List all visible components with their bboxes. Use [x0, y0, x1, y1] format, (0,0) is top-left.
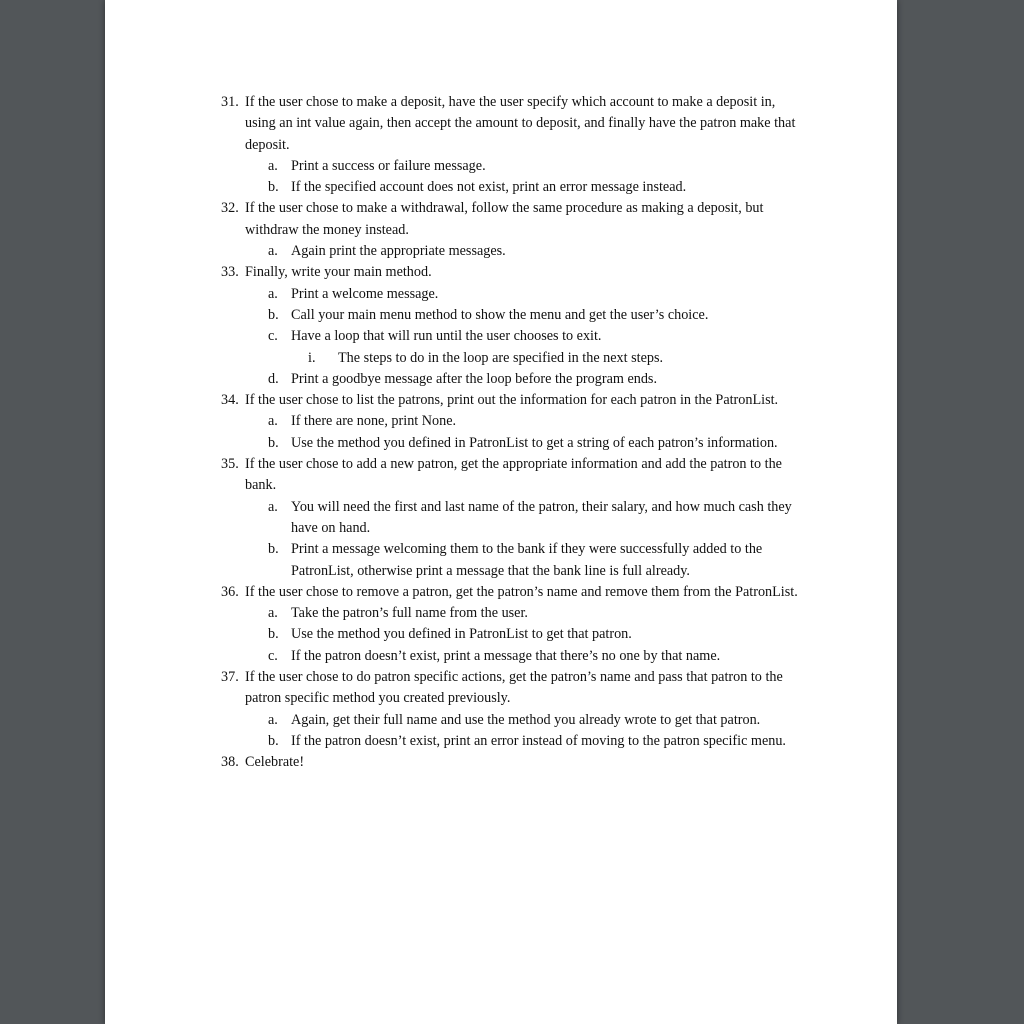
list-item-text: Call your main menu method to show the menu and get the user’s choice. — [291, 306, 709, 323]
list-item-text: Again, get their full name and use the method you already wrote to get that patron. — [291, 711, 761, 728]
list-marker: a. — [268, 285, 278, 302]
list-item-text: Have a loop that will run until the user chooses to exit. — [291, 328, 602, 345]
list-marker: a. — [268, 243, 278, 260]
list-item — [221, 582, 800, 603]
list-item-text: Again print the appropriate messages. — [291, 243, 506, 260]
list-item-text: Print a goodbye message after the loop before the program ends. — [291, 370, 658, 387]
list-marker: 35. — [221, 456, 239, 473]
list-item-text: If the patron doesn’t exist, print an error instead of moving to the patron specific menu. — [291, 732, 786, 749]
list-marker: b. — [268, 306, 279, 323]
list-item-text: If the patron doesn’t exist, print a message that there’s no one by that name. — [291, 647, 721, 664]
list-marker: a. — [268, 498, 278, 515]
list-item-text: You will need the first and last name of the patron, their salary, and how much cash they have on hand. — [291, 498, 792, 536]
list-marker: 34. — [221, 392, 239, 409]
sub-list-item — [268, 433, 801, 454]
list-item-text: If the specified account does not exist, print an error message instead. — [291, 179, 687, 196]
sub-sub-list-item — [308, 348, 801, 369]
sub-list-item — [268, 710, 801, 731]
sub-list-item — [268, 284, 801, 305]
list-item — [221, 752, 800, 773]
list-item-text: If there are none, print None. — [291, 413, 457, 430]
list-marker: b. — [268, 434, 279, 451]
list-item-text: Print a success or failure message. — [291, 157, 486, 174]
sub-list-item — [268, 497, 801, 540]
list-item-text: Print a welcome message. — [291, 285, 439, 302]
list-item — [221, 262, 800, 283]
sub-list-item — [268, 305, 801, 326]
list-item — [221, 198, 800, 241]
list-marker: 36. — [221, 583, 239, 600]
sub-list-item — [268, 539, 801, 582]
list-item — [221, 454, 800, 497]
numbered-instruction-list — [105, 92, 897, 774]
list-marker: a. — [268, 711, 278, 728]
sub-list-item — [268, 369, 801, 390]
sub-list-item — [268, 603, 801, 624]
sub-list-item — [268, 156, 801, 177]
list-item-text: If the user chose to add a new patron, get the appropriate information and add the patron to the bank. — [245, 456, 782, 494]
sub-list-item — [268, 731, 801, 752]
list-marker: a. — [268, 157, 278, 174]
list-item-text: If the user chose to list the patrons, print out the information for each patron in the PatronList. — [245, 392, 779, 409]
list-marker: b. — [268, 179, 279, 196]
list-item-text: If the user chose to remove a patron, get the patron’s name and remove them from the PatronList. — [245, 583, 798, 600]
list-marker: c. — [268, 647, 278, 664]
sub-list-item — [268, 241, 801, 262]
list-marker: 37. — [221, 669, 239, 686]
list-marker: 32. — [221, 200, 239, 217]
list-item-text: Use the method you defined in PatronList to get that patron. — [291, 626, 632, 643]
list-marker: b. — [268, 626, 279, 643]
list-marker: i. — [308, 349, 316, 366]
list-item-text: Finally, write your main method. — [245, 264, 432, 281]
list-marker: 33. — [221, 264, 239, 281]
list-item — [221, 667, 800, 710]
list-item-text: Print a message welcoming them to the bank if they were successfully added to the PatronList, otherwise print a message that the bank line is full already. — [291, 541, 763, 579]
document-page — [105, 0, 897, 1024]
sub-list-item — [268, 326, 801, 347]
list-item-text: If the user chose to make a deposit, have the user specify which account to make a deposit in, using an int value again, then accept the amount to deposit, and finally have the patron make that deposit. — [245, 94, 796, 153]
list-item-text: Use the method you defined in PatronList to get a string of each patron’s information. — [291, 434, 778, 451]
list-marker: b. — [268, 541, 279, 558]
list-item — [221, 390, 800, 411]
list-marker: 31. — [221, 94, 239, 110]
sub-list-item — [268, 177, 801, 198]
list-marker: b. — [268, 732, 279, 749]
list-marker: c. — [268, 328, 278, 345]
list-marker: 38. — [221, 754, 239, 771]
list-item-text: Celebrate! — [245, 754, 305, 771]
list-marker: a. — [268, 605, 278, 622]
list-item-text: If the user chose to do patron specific actions, get the patron’s name and pass that patron to the patron specific method you created previously. — [245, 669, 783, 707]
list-marker: a. — [268, 413, 278, 430]
sub-list-item — [268, 646, 801, 667]
sub-list-item — [268, 411, 801, 432]
list-marker: d. — [268, 370, 279, 387]
sub-list-item — [268, 624, 801, 645]
list-item-text: The steps to do in the loop are specified in the next steps. — [338, 349, 664, 366]
list-item-text: If the user chose to make a withdrawal, follow the same procedure as making a deposit, but withdraw the money instead. — [245, 200, 764, 238]
list-item-text: Take the patron’s full name from the user. — [291, 605, 528, 622]
list-item — [221, 92, 800, 156]
